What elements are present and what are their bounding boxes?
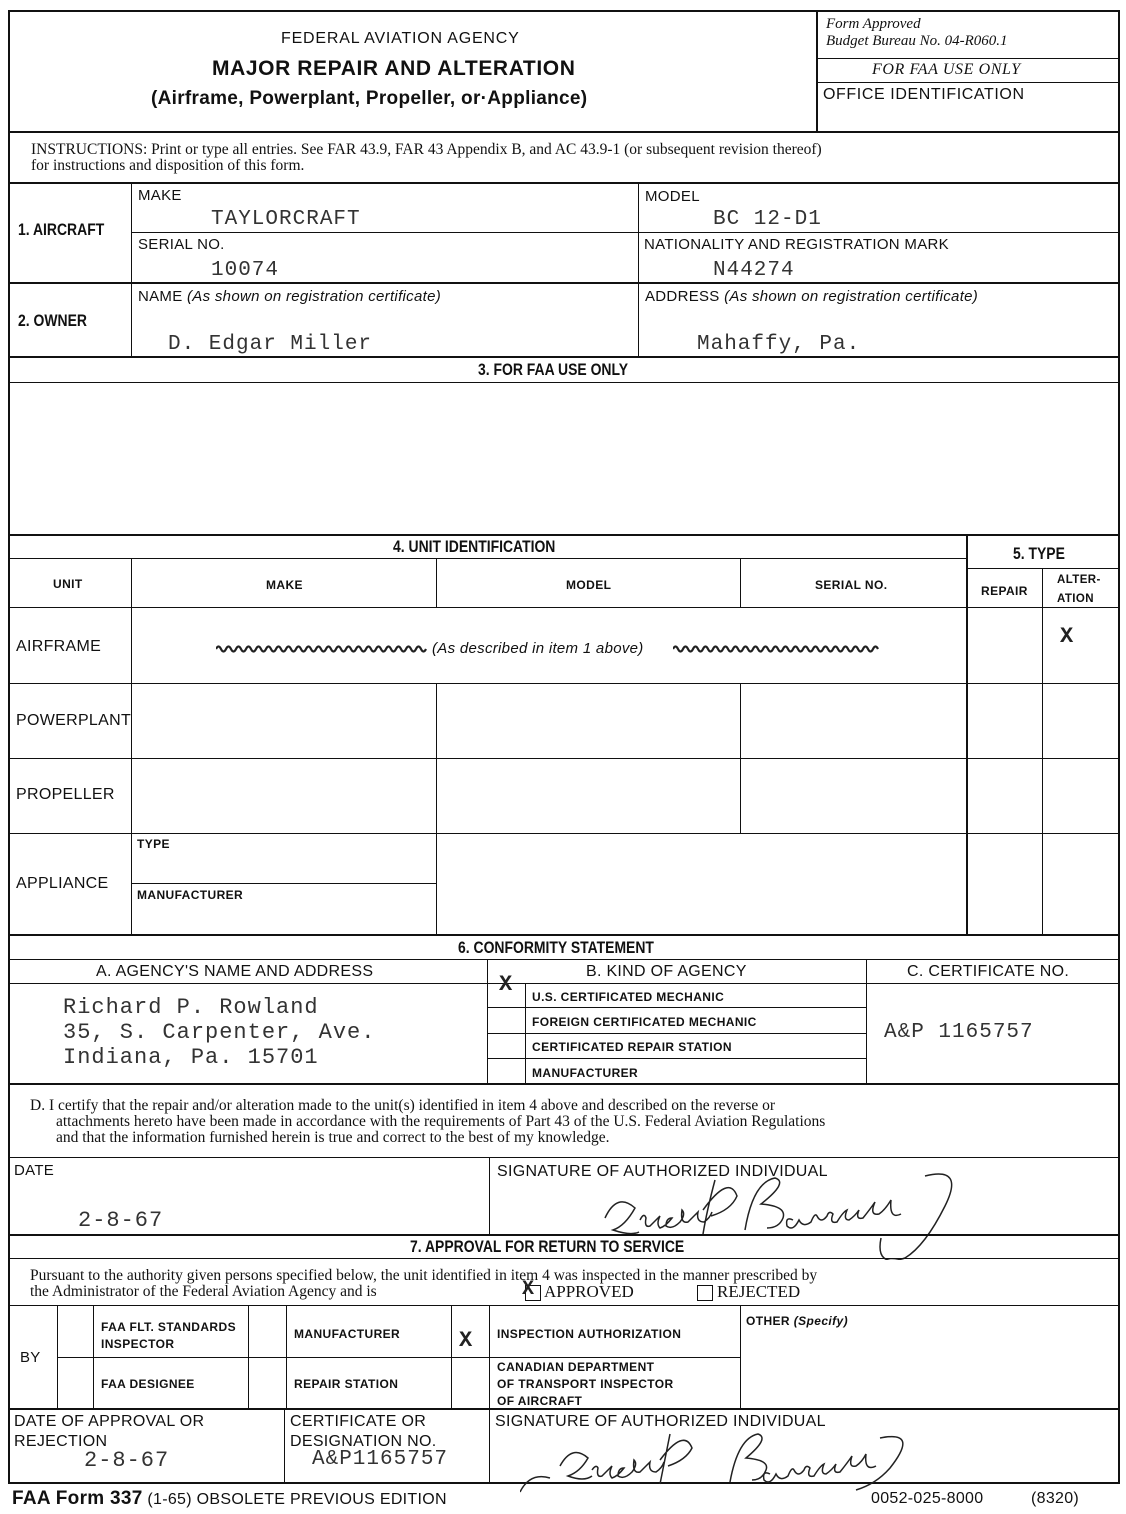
instructions-line-1: INSTRUCTIONS: Print or type all entries. See FAR 43.9, FAR 43 Appendix B, and AC 43.9-1 (or subsequent revision thereof) (31, 141, 822, 158)
approval-title-rule (8, 1258, 1120, 1259)
aircraft-mid-divider (638, 182, 639, 356)
flt-standards-1: FAA FLT. STANDARDS (101, 1320, 236, 1334)
col-alteration-2: ATION (1057, 593, 1094, 605)
faa-use-only-header: FOR FAA USE ONLY (872, 61, 1021, 78)
unit-bottom-rule (8, 934, 1120, 936)
approval-cert-label-1: CERTIFICATE OR (290, 1413, 427, 1430)
kind-option-2[interactable]: FOREIGN CERTIFICATED MECHANIC (532, 1015, 757, 1029)
footer-form-name: FAA Form 337 (12, 1488, 143, 1509)
kind-option-1[interactable]: U.S. CERTIFICATED MECHANIC (532, 990, 725, 1004)
header-bottom-rule (8, 131, 1120, 133)
agency-line-1[interactable]: Richard P. Rowland (63, 995, 319, 1020)
model-value[interactable]: BC 12-D1 (713, 208, 822, 231)
aircraft-mid-rule (131, 232, 1120, 233)
approval-date-label-1: DATE OF APPROVAL OR (14, 1413, 205, 1430)
airframe-alteration-mark[interactable]: X (1060, 624, 1074, 649)
approval-text-line-2: the Administrator of the Federal Aviation Agency and is (30, 1283, 377, 1300)
unit-row-rule-3 (8, 758, 1120, 759)
canadian-1: CANADIAN DEPARTMENT (497, 1360, 655, 1374)
conformity-divider-1 (487, 959, 488, 1083)
kind-of-agency-label: B. KIND OF AGENCY (586, 963, 747, 980)
col-make: MAKE (266, 578, 303, 592)
type-title: 5. TYPE (1013, 544, 1065, 563)
serial-label: SERIAL NO. (138, 236, 225, 253)
faa-use-section-label: 3. FOR FAA USE ONLY (478, 360, 629, 379)
airframe-wavy-line-right (673, 643, 883, 655)
budget-bureau: Budget Bureau No. 04-R060.1 (826, 33, 1008, 49)
make-label: MAKE (138, 187, 182, 204)
kind-rule-2 (487, 1033, 866, 1034)
propeller-label: PROPELLER (16, 786, 115, 803)
unit-col-divider-2b (436, 683, 437, 934)
faa-use-bottom-rule (8, 534, 1120, 536)
instructions-line-2: for instructions and disposition of this form. (31, 157, 305, 174)
approval-cert-value[interactable]: A&P1165757 (312, 1448, 449, 1471)
appliance-manufacturer-label: MANUFACTURER (137, 888, 244, 902)
col-repair: REPAIR (981, 584, 1028, 598)
header-divider (816, 10, 818, 132)
approval-date-label-2: REJECTION (14, 1433, 108, 1450)
approval-date-value[interactable]: 2-8-67 (84, 1448, 170, 1473)
approval-signature[interactable] (520, 1430, 920, 1500)
aircraft-bottom-rule (8, 282, 1120, 284)
header-rule-1 (816, 58, 1120, 59)
col-alteration-1: ALTER- (1057, 574, 1101, 586)
col-serial: SERIAL NO. (815, 578, 888, 592)
unit-col-divider-1 (131, 558, 132, 934)
unit-row-rule-1 (8, 607, 1120, 608)
nationality-value[interactable]: N44274 (713, 259, 795, 282)
agency-name: FEDERAL AVIATION AGENCY (281, 30, 520, 47)
certify-line-1: D. I certify that the repair and/or alteration made to the unit(s) identified in item 4 above and described on the reverse or (30, 1097, 776, 1114)
certify-line-2: attachments hereto have been made in accordance with the requirements of Part 43 of the U.S. Federal Aviation Regulations (56, 1113, 826, 1130)
kind-mark[interactable]: X (499, 972, 513, 997)
certificate-no-label: C. CERTIFICATE NO. (907, 963, 1070, 980)
approved-mark: X (522, 1278, 535, 1301)
manufacturer-option: MANUFACTURER (294, 1327, 401, 1341)
canadian-2: OF TRANSPORT INSPECTOR (497, 1377, 674, 1391)
aircraft-left-divider (131, 182, 132, 356)
conformity-date-label: DATE (14, 1162, 55, 1179)
unit-header-rule (8, 558, 966, 559)
col-model: MODEL (566, 578, 612, 592)
unit-row-rule-2 (8, 683, 1120, 684)
office-identification: OFFICE IDENTIFICATION (823, 86, 1025, 103)
unit-identification-title: 4. UNIT IDENTIFICATION (393, 537, 556, 556)
kind-option-4[interactable]: MANUFACTURER (532, 1066, 639, 1080)
approval-cert-divider (489, 1408, 490, 1484)
powerplant-label: POWERPLANT (16, 712, 132, 729)
form-subtitle: (Airframe, Powerplant, Propeller, or·Appliance) (151, 88, 588, 109)
appliance-mid-rule (131, 883, 436, 884)
approval-title: 7. APPROVAL FOR RETURN TO SERVICE (410, 1237, 685, 1256)
airframe-label: AIRFRAME (16, 638, 102, 655)
flt-standards-2: INSPECTOR (101, 1337, 175, 1351)
conformity-title: 6. CONFORMITY STATEMENT (458, 938, 654, 957)
type-header-rule (966, 568, 1120, 569)
approval-cert-label-2: DESIGNATION NO. (290, 1433, 437, 1450)
approval-signature-label: SIGNATURE OF AUTHORIZED INDIVIDUAL (495, 1413, 826, 1430)
certify-line-3: and that the information furnished herein is true and correct to the best of my knowledge. (56, 1129, 610, 1146)
owner-section-label: 2. OWNER (18, 311, 87, 330)
certify-bottom-rule (8, 1157, 1120, 1158)
repair-station: REPAIR STATION (294, 1377, 399, 1391)
form-title: MAJOR REPAIR AND ALTERATION (212, 57, 576, 80)
rejected-checkbox[interactable] (697, 1285, 713, 1301)
rejected-label: REJECTED (717, 1282, 801, 1301)
other-label: OTHER (Specify) (746, 1314, 849, 1328)
type-divider (966, 534, 968, 934)
aircraft-section-label: 1. AIRCRAFT (18, 220, 105, 239)
unit-row-rule-4 (8, 833, 1120, 834)
form-approved: Form Approved (826, 16, 921, 32)
conformity-date-value[interactable]: 2-8-67 (78, 1208, 164, 1233)
owner-address-label: ADDRESS (As shown on registration certificate) (645, 288, 979, 305)
nationality-label: NATIONALITY AND REGISTRATION MARK (644, 236, 949, 253)
airframe-wavy-line-left (216, 643, 430, 655)
date-sig-divider (489, 1157, 490, 1234)
by-divider-7 (740, 1305, 741, 1408)
type-col-divider (1042, 568, 1043, 934)
kind-rule-3 (487, 1058, 866, 1059)
certificate-no-value[interactable]: A&P 1165757 (884, 1021, 1034, 1044)
agency-line-2[interactable]: 35, S. Carpenter, Ave. (63, 1020, 376, 1045)
approval-text-rule (8, 1305, 1120, 1306)
footer-stock-number: 0052-025-8000 (871, 1490, 984, 1507)
header-rule-2 (816, 82, 1120, 83)
inspection-mark[interactable]: X (459, 1328, 473, 1353)
by-label: BY (20, 1349, 41, 1366)
by-mid-rule (57, 1357, 740, 1358)
approval-date-divider (284, 1408, 285, 1484)
conformity-signature-label: SIGNATURE OF AUTHORIZED INDIVIDUAL (497, 1163, 828, 1180)
owner-bottom-rule (8, 356, 1120, 358)
owner-name-value[interactable]: D. Edgar Miller (168, 333, 373, 356)
col-unit: UNIT (53, 577, 83, 591)
unit-col-divider-2 (436, 558, 437, 608)
serial-value[interactable]: 10074 (211, 259, 280, 282)
conformity-divider-2 (866, 959, 867, 1083)
agency-name-label: A. AGENCY'S NAME AND ADDRESS (96, 963, 374, 980)
make-value[interactable]: TAYLORCRAFT (211, 208, 361, 231)
footer-code: (8320) (1031, 1490, 1080, 1507)
footer-edition: (1-65) OBSOLETE PREVIOUS EDITION (147, 1491, 447, 1508)
conformity-bottom-rule (8, 1234, 1120, 1236)
faa-designee: FAA DESIGNEE (101, 1377, 195, 1391)
by-bottom-rule (8, 1408, 1120, 1410)
faa-use-rule (8, 382, 1120, 383)
appliance-label: APPLIANCE (16, 875, 109, 892)
canadian-3: OF AIRCRAFT (497, 1394, 583, 1408)
approved-label: APPROVED (544, 1282, 634, 1301)
inspection-authorization: INSPECTION AUTHORIZATION (497, 1327, 682, 1341)
footer-form (12, 1488, 447, 1510)
owner-name-label: NAME (As shown on registration certificate) (138, 288, 442, 305)
agency-line-3[interactable]: Indiana, Pa. 15701 (63, 1045, 319, 1070)
appliance-type-label: TYPE (137, 837, 170, 851)
instructions-bottom-rule (8, 182, 1120, 184)
conformity-block-rule (8, 1083, 1120, 1085)
kind-rule-1 (487, 1007, 866, 1008)
model-label: MODEL (645, 188, 700, 205)
airframe-description: (As described in item 1 above) (432, 640, 644, 657)
owner-address-value[interactable]: Mahaffy, Pa. (697, 333, 861, 356)
approval-text-line-1: Pursuant to the authority given persons specified below, the unit identified in item 4 was inspected in the manner prescribed by (30, 1267, 818, 1284)
conformity-title-rule (8, 959, 1120, 960)
kind-option-3[interactable]: CERTIFICATED REPAIR STATION (532, 1040, 732, 1054)
conformity-header-rule (8, 983, 1120, 984)
unit-col-divider-3 (740, 558, 741, 608)
